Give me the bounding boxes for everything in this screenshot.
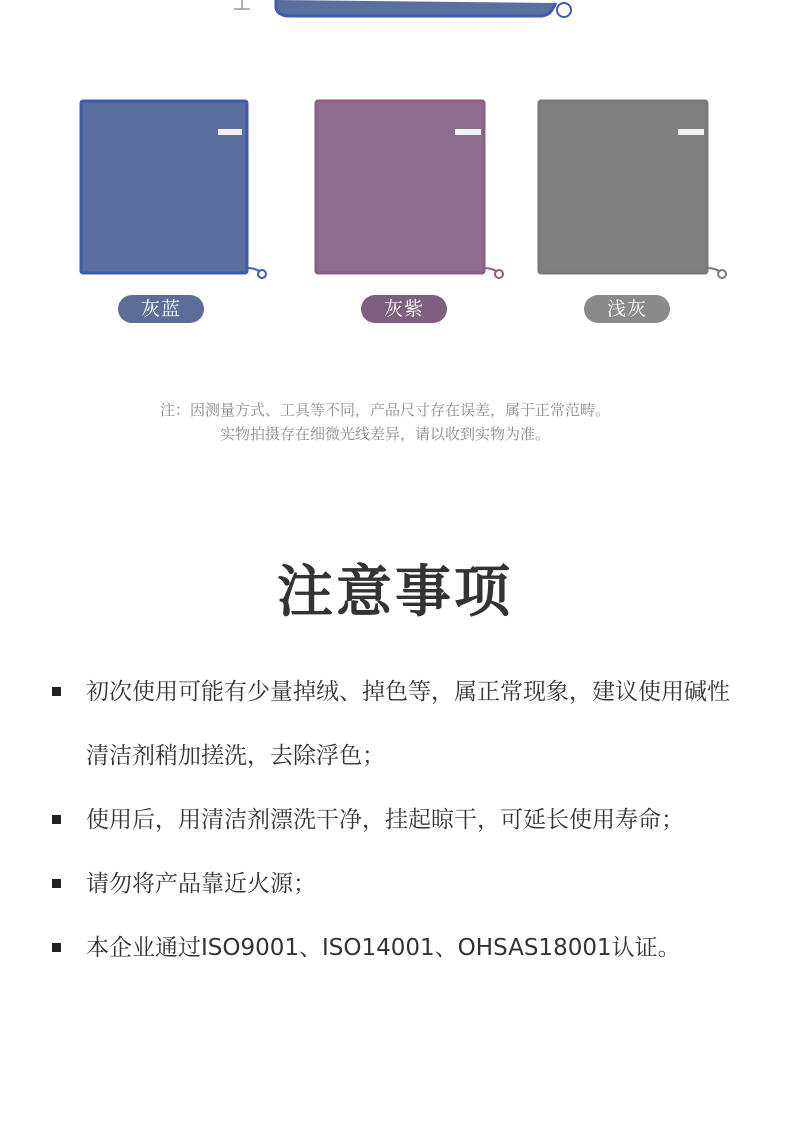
list-item-text: 本企业通过ISO9001、ISO14001、OHSAS18001认证。 — [86, 935, 681, 961]
bullet-square-icon — [52, 687, 61, 696]
list-item-text: 请勿将产品靠近火源； — [86, 871, 316, 897]
note-line-1: 注：因测量方式、工具等不同，产品尺寸存在误差，属于正常范畴。 — [159, 401, 610, 419]
note-line-2: 实物拍摄存在细微光线差异，请以收到实物为准。 — [219, 425, 550, 443]
swatch-item — [528, 96, 728, 336]
towel-image — [528, 96, 728, 286]
precautions-list — [50, 660, 740, 980]
towel-image — [305, 96, 505, 286]
color-label-pill: 浅灰 — [584, 295, 670, 323]
towel-image — [70, 96, 270, 286]
bullet-square-icon — [52, 943, 61, 952]
measurement-note — [0, 398, 770, 446]
color-label-pill: 灰蓝 — [118, 295, 204, 323]
color-swatches — [0, 96, 790, 336]
bullet-square-icon — [52, 879, 61, 888]
list-item-text: 初次使用可能有少量掉绒、掉色等，属正常现象，建议使用碱性清洁剂稍加搓洗，去除浮色； — [86, 679, 730, 769]
bullet-square-icon — [52, 815, 61, 824]
swatch-item — [70, 96, 270, 336]
swatch-item — [305, 96, 505, 336]
list-item — [50, 788, 740, 852]
list-item — [50, 660, 740, 788]
list-item — [50, 852, 740, 916]
color-label-pill: 灰紫 — [361, 295, 447, 323]
list-item-text: 使用后，用清洁剂漂洗干净，挂起晾干，可延长使用寿命； — [86, 807, 684, 833]
list-item — [50, 916, 740, 980]
previous-towel-edge — [0, 0, 790, 22]
section-title: 注意事项 — [277, 560, 513, 625]
